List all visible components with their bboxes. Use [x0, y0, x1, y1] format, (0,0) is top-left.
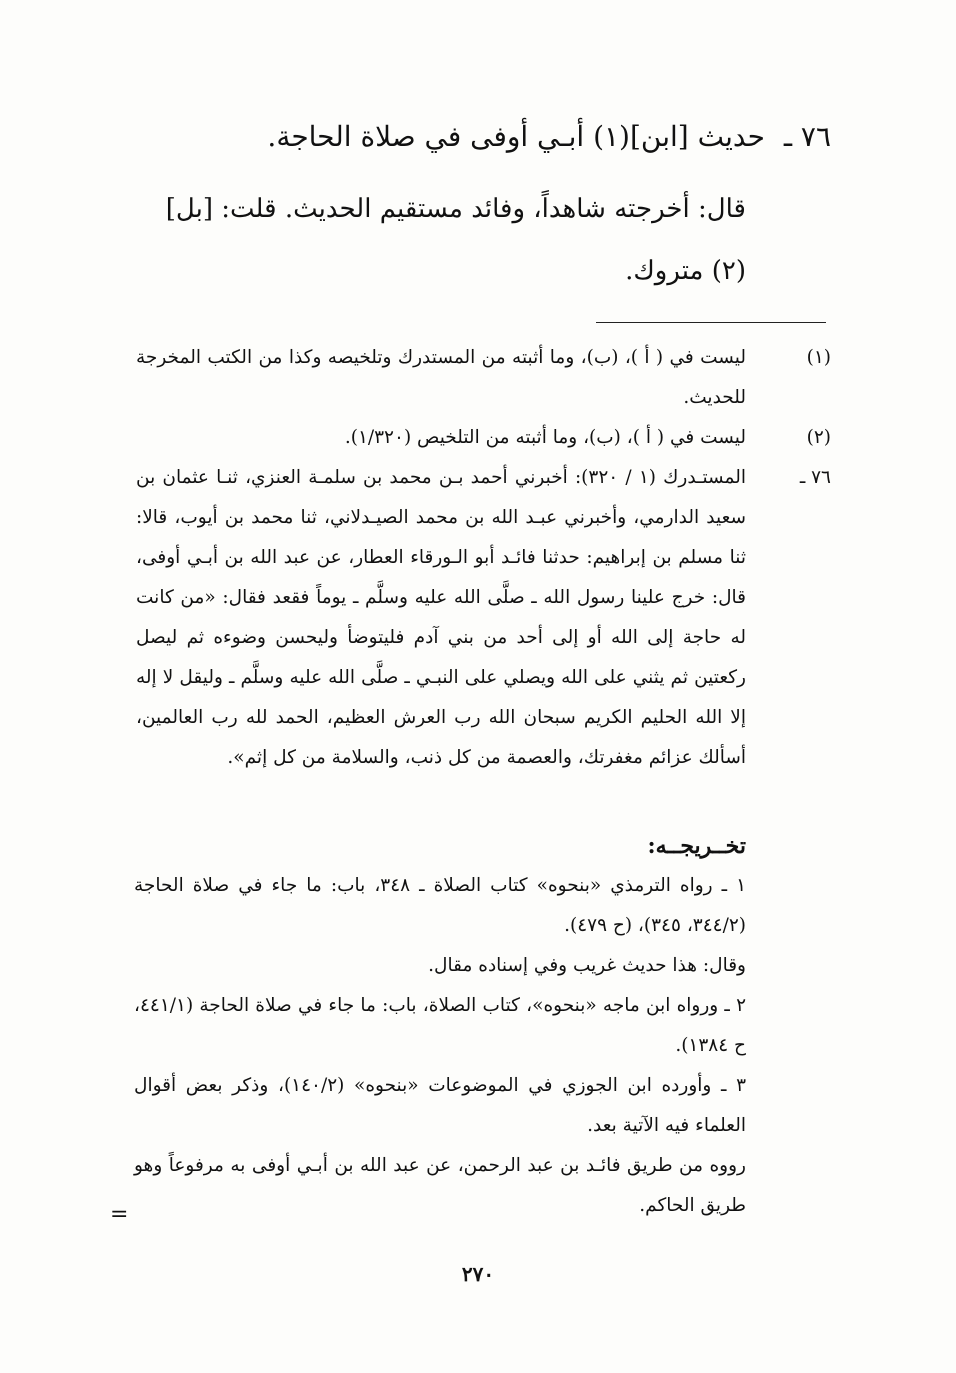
footnote-label: ٧٦ ـ — [799, 467, 831, 488]
entry-body: قال: أخرجته شاهداً، وفائد مستقيم الحديث. قلت: [بل](٢) متروك. — [165, 194, 746, 286]
takhrij-paragraph: ٣ ـ وأورده ابن الجوزي في الموضوعات «بنحوه» (١٤٠/٢)، وذكر بعض أقوال العلماء فيه الآتية بعد. — [134, 1075, 746, 1136]
page-number: ٢٧٠ — [461, 1262, 495, 1286]
takhrij-paragraph: رووه من طريق فائـد بن عبد الرحمن، عن عبد الله بن أبـي أوفى به مرفوعاً وهو طريق الحاكم. — [134, 1155, 746, 1216]
takhrij-paragraph: ٢ ـ ورواه ابن ماجه «بنحوه»، كتاب الصلاة، باب: ما جاء في صلاة الحاجة (٤٤١/١، ح ١٣٨٤). — [134, 995, 746, 1056]
footnote-divider — [596, 322, 826, 323]
entry-number: ٧٦ ـ — [783, 120, 831, 153]
takhrij-paragraph: ١ ـ رواه الترمذي «بنحوه» كتاب الصلاة ـ ٣٤٨، باب: ما جاء في صلاة الحاجة (٣٤٤/٢، ٣٤٥)، (ح ٤٧٩). — [134, 875, 747, 936]
footnote-label: (٢) — [806, 427, 831, 448]
footnote — [136, 458, 831, 778]
takhrij-heading: تخــريجــه: — [647, 833, 746, 859]
footnote — [136, 338, 831, 418]
footnote — [136, 418, 831, 458]
footnotes — [136, 338, 831, 778]
footnote-text: ليست في ( أ )، (ب)، وما أثبته من التلخيص (١/٣٢٠). — [344, 427, 746, 448]
continuation-mark: = — [110, 1202, 129, 1227]
footnote-text: المستـدرك (١ / ٣٢٠): أخبرني أحمد بـن محمد بن سلمـة العنزي، ثنـا عثمان بن سعيد الدارمي، وأخبرني عبـد الله بن محمد الصيـدلاني، ثنا محمد بن أيوب، قالا: ثنا مسلم بن إبراهيم: حدثنا فائـد أبو الـورقاء العطار، عن عبد الله بن أبـي أوفى، قال: خرج علينا رسول الله ـ صلَّى الله عليه وسلَّم ـ يوماً فقعد فقال: «من كانت له حاجة إلى الله أو إلى أحد من بني آدم فليتوضأ وليحسن وضوءه ثم ليصل ركعتين ثم يثني على الله ويصلي على النبـي ـ صلَّى الله عليه وسلَّم ـ وليقل لا إله إلا الله الحليم الكريم سبحان الله رب العرش العظيم، الحمد لله رب العالمين، أسألك عزائم مغفرتك، والعصمة من كل ذنب، والسلامة من كل إثم». — [136, 467, 747, 768]
takhrij-section — [134, 866, 746, 1226]
footnote-label: (١) — [806, 347, 831, 368]
takhrij-paragraph: وقال: هذا حديث غريب وفي إسناده مقال. — [428, 955, 746, 976]
main-entry-heading — [131, 112, 831, 162]
footnote-text: ليست في ( أ )، (ب)، وما أثبته من المستدرك وتلخيصه وكذا من الكتب المخرجة للحديث. — [136, 347, 746, 408]
entry-title: حديث [ابن](١) أبـي أوفى في صلاة الحاجة. — [267, 120, 765, 153]
